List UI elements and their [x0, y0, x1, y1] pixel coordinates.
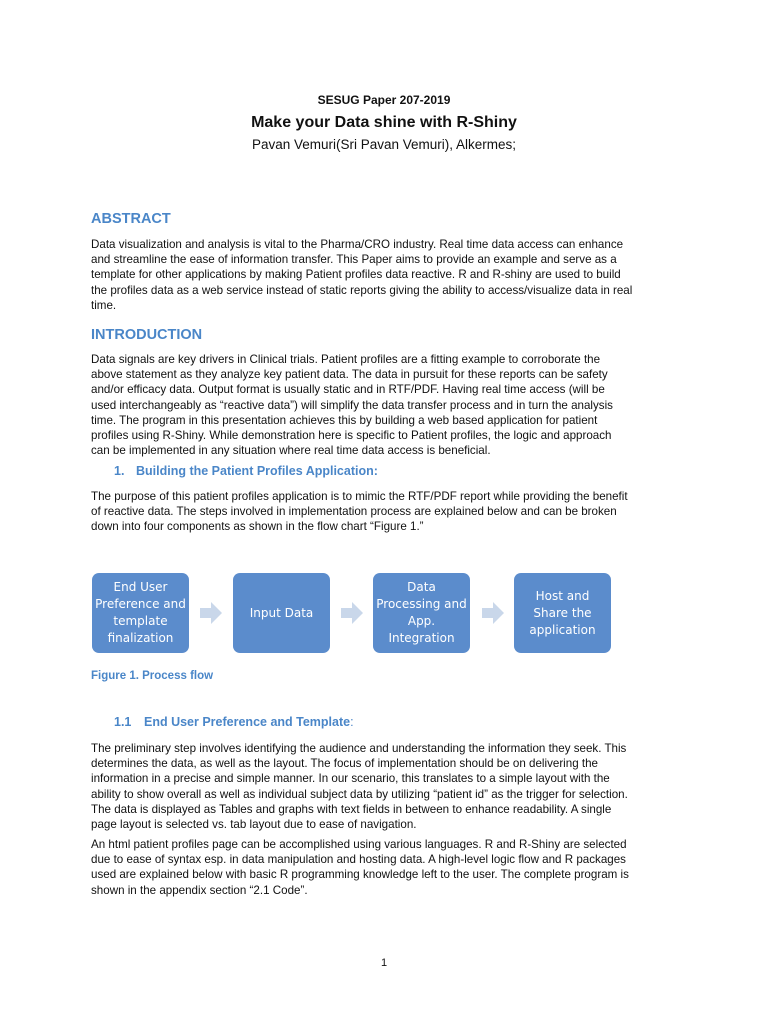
- introduction-heading: INTRODUCTION: [91, 327, 203, 343]
- section-1-1-heading: [114, 715, 354, 729]
- introduction-paragraph: [91, 352, 691, 458]
- page-number: 1: [380, 957, 388, 969]
- flow-step-user-preference: [92, 573, 189, 653]
- section-1-1-paragraph-1: [91, 741, 691, 832]
- flow-step-data-processing: [373, 573, 470, 653]
- process-flowchart: [92, 573, 622, 655]
- text-line: page layout is selected vs. tab layout due to ease of navigation.: [91, 818, 417, 832]
- text-line: used are explained below with basic R programming knowledge left to the user. The complete program is: [91, 868, 629, 882]
- text-line: time.: [91, 298, 117, 312]
- text-line: can be implemented in any situation where real time data access is beneficial.: [91, 444, 491, 458]
- text-line: used interchangeably as “reactive data”) will simplify the data transfer process and in turn the analysis: [91, 398, 613, 412]
- section-1-1-paragraph-2: [91, 837, 691, 898]
- arrow-right-icon: [200, 602, 222, 624]
- text-line: profiles using R-Shiny. While demonstration here is specific to Patient profiles, the logic and approach: [91, 429, 612, 443]
- text-line: above statement as they analyze key patient data. The data in pursuit for these reports can be safety: [91, 368, 608, 382]
- section-1-number: 1.: [114, 464, 125, 478]
- abstract-paragraph: [91, 237, 691, 313]
- arrow-right-icon: [341, 602, 363, 624]
- text-line: and/or efficacy data. Output format is usually static and in RTF/PDF. Having real time access (will be: [91, 383, 605, 397]
- flow-step-label: Data Processing and App. Integration: [376, 580, 467, 645]
- arrow-right-icon: [482, 602, 504, 624]
- text-line: due to ease of syntax esp. in data manipulation and hosting data. A high-level logic flow and R packages: [91, 853, 626, 867]
- paper-id: SESUG Paper 207-2019: [317, 93, 451, 107]
- text-line: down into four components as shown in the flow chart “Figure 1.”: [91, 520, 424, 534]
- section-1-heading: [114, 464, 378, 478]
- text-line: Data signals are key drivers in Clinical trials. Patient profiles are a fitting example to corroborate the: [91, 353, 601, 366]
- text-line: information in a precise and simple manner. In our scenario, this translates to a simple layout with the: [91, 772, 610, 786]
- flow-step-input-data: [233, 573, 330, 653]
- text-line: ability to show overall as well as individual subject data by utilizing “patient id” as the trigger for selection.: [91, 787, 628, 801]
- flow-step-host-share: [514, 573, 611, 653]
- text-line: of reactive data. The steps involved in implementation process are explained below and can be broken: [91, 505, 617, 519]
- text-line: shown in the appendix section “2.1 Code”.: [91, 883, 308, 897]
- flow-step-label: Input Data: [249, 605, 314, 620]
- text-line: An html patient profiles page can be accomplished using various languages. R and R-Shiny are selected: [91, 838, 627, 851]
- text-line: template for other applications by making Patient profiles data reactive. R and R-shiny are used to build: [91, 268, 621, 282]
- text-line: The purpose of this patient profiles application is to mimic the RTF/PDF report while providing the benefit: [91, 490, 628, 503]
- section-1-title: Building the Patient Profiles Application:: [136, 464, 378, 478]
- section-1-1-number: 1.1: [114, 715, 132, 729]
- text-line: The preliminary step involves identifying the audience and understanding the information they seek. This: [91, 742, 627, 755]
- section-1-paragraph: [91, 489, 691, 535]
- flow-step-label: End User Preference and template finalization: [95, 580, 186, 645]
- section-1-1-colon: :: [350, 715, 354, 729]
- text-line: determines the data, as well as the layout. The focus of implementation should be on delivering the: [91, 757, 598, 771]
- paper-title: Make your Data shine with R-Shiny: [251, 114, 517, 131]
- section-1-1-title: End User Preference and Template: [144, 715, 351, 729]
- text-line: Data visualization and analysis is vital to the Pharma/CRO industry. Real time data access can enhance: [91, 238, 624, 251]
- paper-authors: Pavan Vemuri(Sri Pavan Vemuri), Alkermes;: [251, 137, 517, 152]
- figure-1-caption: Figure 1. Process flow: [91, 670, 214, 682]
- text-line: and streamline the ease of information transfer. This Paper aims to provide an example and serve as a: [91, 253, 617, 267]
- flow-step-label: Host and Share the application: [529, 588, 596, 637]
- abstract-heading: ABSTRACT: [91, 211, 171, 227]
- text-line: The data is displayed as Tables and graphs with text fields in between to enhance readability. A single: [91, 802, 612, 816]
- text-line: time. The program in this presentation achieves this by building a web based application for patient: [91, 413, 598, 427]
- text-line: the profiles data as a web service instead of static reports giving the ability to access/visualize data in real: [91, 283, 633, 297]
